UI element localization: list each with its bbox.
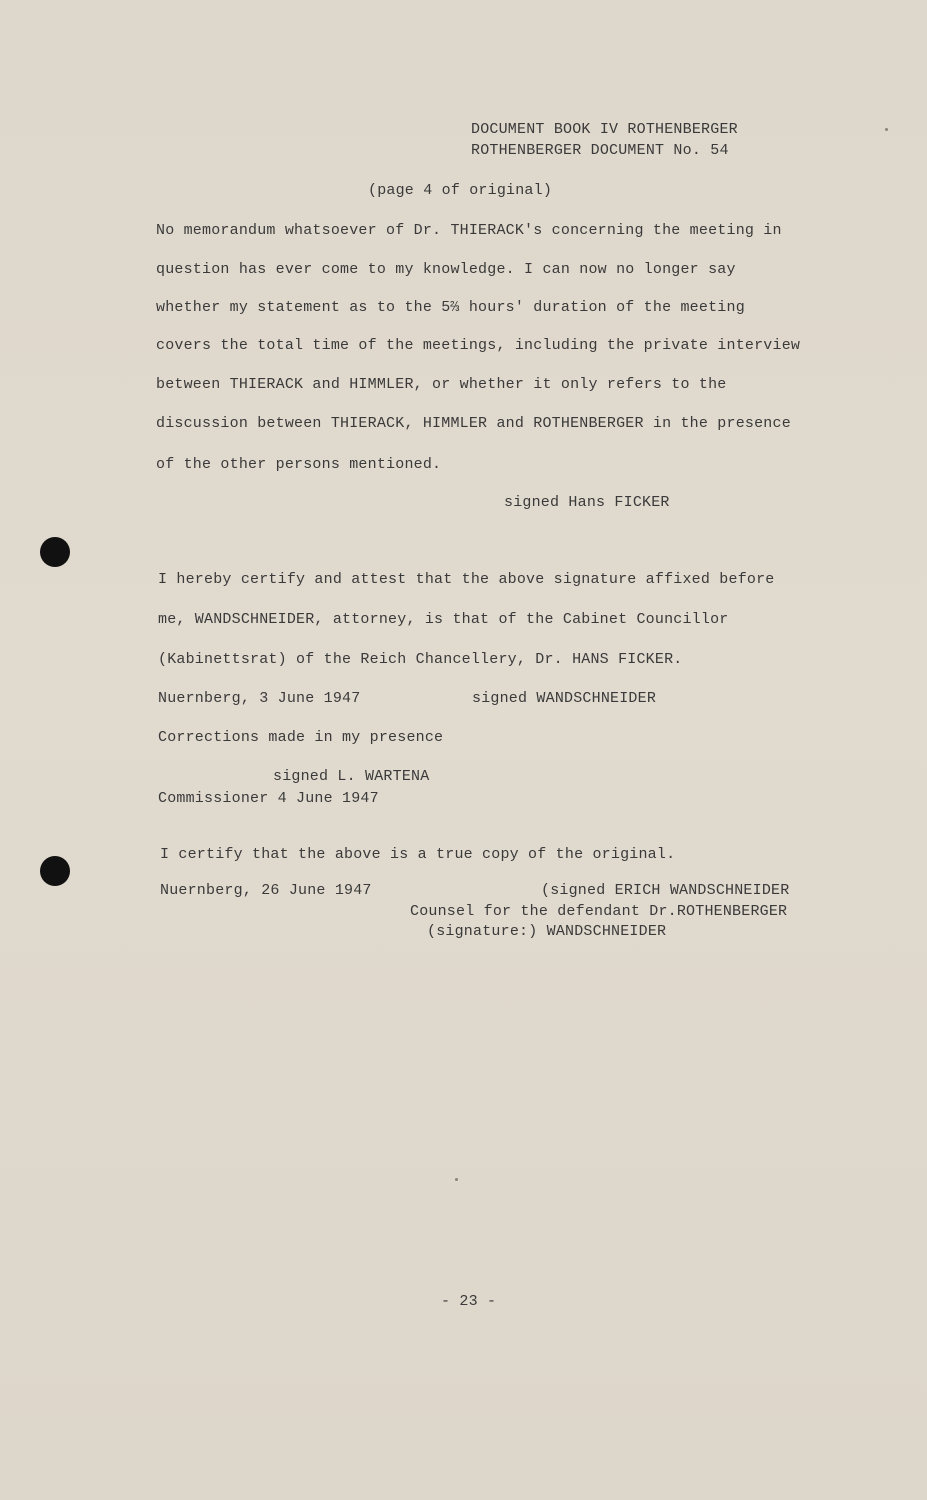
- body-line: No memorandum whatsoever of Dr. THIERACK's concerning the meeting in: [156, 222, 782, 239]
- wandschneider-signature: signed WANDSCHNEIDER: [472, 690, 657, 707]
- header-line-2: ROTHENBERGER DOCUMENT No. 54: [471, 142, 729, 159]
- body-line: whether my statement as to the 5⅔ hours' duration of the meeting: [156, 299, 745, 316]
- body-line: between THIERACK and HIMMLER, or whether it only refers to the: [156, 376, 727, 393]
- commissioner-line: Commissioner 4 June 1947: [158, 790, 379, 807]
- page-reference: (page 4 of original): [368, 182, 553, 199]
- counsel-line: Counsel for the defendant Dr.ROTHENBERGER: [410, 903, 788, 920]
- counsel-signature: (signature:) WANDSCHNEIDER: [427, 923, 667, 940]
- certification-statement: I certify that the above is a true copy of the original.: [160, 846, 676, 863]
- header-line-1: DOCUMENT BOOK IV ROTHENBERGER: [471, 121, 738, 138]
- corrections-note: Corrections made in my presence: [158, 729, 444, 746]
- body-line: discussion between THIERACK, HIMMLER and ROTHENBERGER in the presence: [156, 415, 791, 432]
- ficker-signature: signed Hans FICKER: [504, 494, 670, 511]
- paper-speck: [455, 1178, 458, 1181]
- body-line: covers the total time of the meetings, including the private interview: [156, 337, 801, 354]
- attestation-place-date: Nuernberg, 3 June 1947: [158, 690, 361, 707]
- certification-signed: (signed ERICH WANDSCHNEIDER: [541, 882, 790, 899]
- paper-speck: [885, 128, 888, 131]
- body-line: question has ever come to my knowledge. I can now no longer say: [156, 261, 736, 278]
- punch-hole-top: [40, 537, 70, 567]
- attestation-line: (Kabinettsrat) of the Reich Chancellery, Dr. HANS FICKER.: [158, 651, 683, 668]
- attestation-line: I hereby certify and attest that the above signature affixed before: [158, 571, 775, 588]
- page-number: - 23 -: [441, 1293, 497, 1310]
- certification-place-date: Nuernberg, 26 June 1947: [160, 882, 372, 899]
- body-line: of the other persons mentioned.: [156, 456, 442, 473]
- punch-hole-bottom: [40, 856, 70, 886]
- attestation-line: me, WANDSCHNEIDER, attorney, is that of the Cabinet Councillor: [158, 611, 729, 628]
- wartena-signature: signed L. WARTENA: [273, 768, 430, 785]
